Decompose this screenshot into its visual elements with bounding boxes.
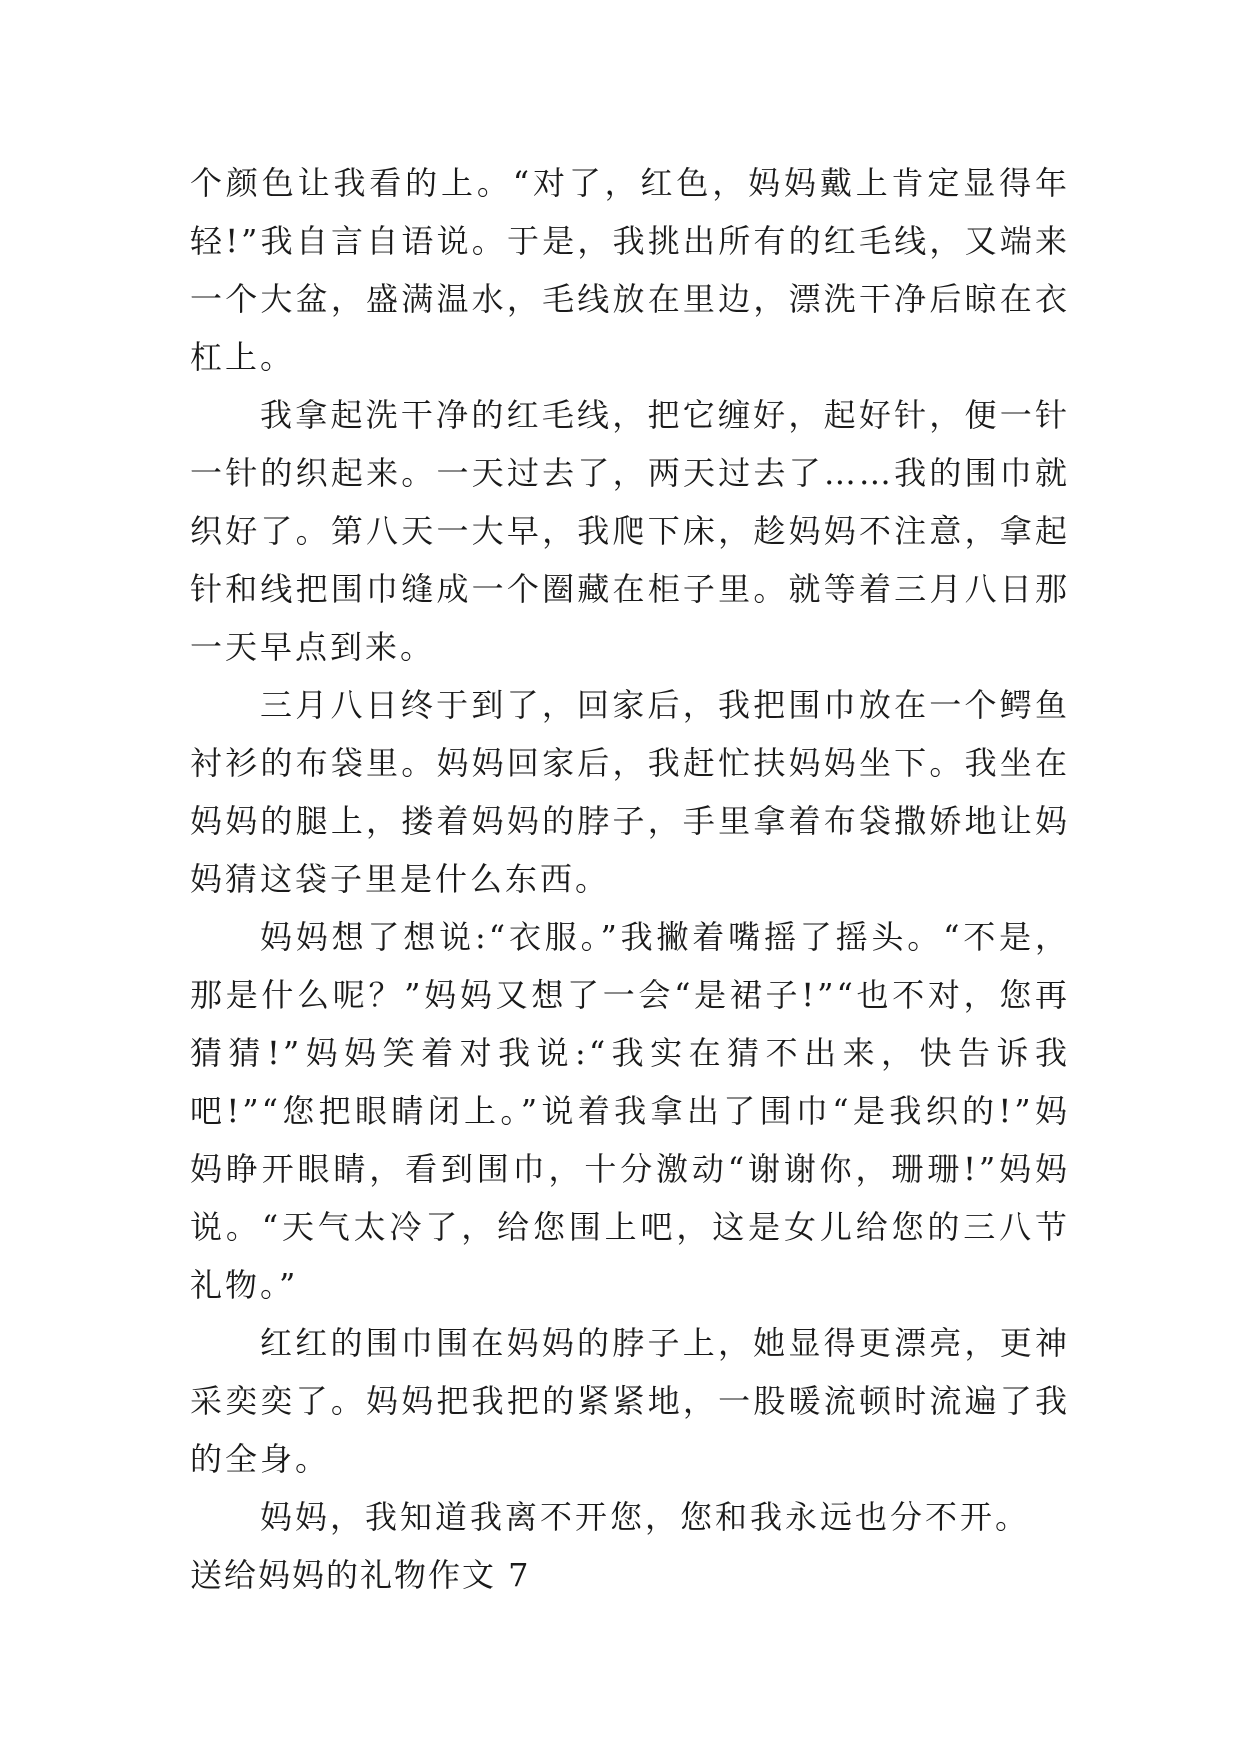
paragraph-2: 我拿起洗干净的红毛线，把它缠好，起好针，便一针一针的织起来。一天过去了，两天过去了……我的围巾就织好了。第八天一大早，我爬下床，趁妈妈不注意，拿起针和线把围巾缝成一个圈藏在柜子里。就等着三月八日那一天早点到来。: [190, 396, 1070, 666]
paragraph-6: 妈妈，我知道我离不开您，您和我永远也分不开。: [260, 1498, 1031, 1536]
article-body: [190, 154, 1070, 1604]
next-article-heading: 送给妈妈的礼物作文 7: [190, 1556, 531, 1594]
paragraph-1: 个颜色让我看的上。“对了，红色，妈妈戴上肯定显得年轻!”我自言自语说。于是，我挑出所有的红毛线，又端来一个大盆，盛满温水，毛线放在里边，漂洗干净后晾在衣杠上。: [190, 164, 1070, 376]
paragraph-3: 三月八日终于到了，回家后，我把围巾放在一个鳄鱼衬衫的布袋里。妈妈回家后，我赶忙扶妈妈坐下。我坐在妈妈的腿上，搂着妈妈的脖子，手里拿着布袋撒娇地让妈妈猜这袋子里是什么东西。: [190, 686, 1070, 898]
paragraph-5: 红红的围巾围在妈妈的脖子上，她显得更漂亮，更神采奕奕了。妈妈把我把的紧紧地，一股暖流顿时流遍了我的全身。: [190, 1324, 1070, 1478]
paragraph-4: 妈妈想了想说:“衣服。”我撇着嘴摇了摇头。“不是，那是什么呢？”妈妈又想了一会“是裙子!”“也不对，您再猜猜!”妈妈笑着对我说:“我实在猜不出来，快告诉我吧!”“您把眼睛闭上。”说着我拿出了围巾“是我织的!”妈妈睁开眼睛，看到围巾，十分激动“谢谢你，珊珊!”妈妈说。“天气太冷了，给您围上吧，这是女儿给您的三八节礼物。”: [190, 918, 1070, 1304]
